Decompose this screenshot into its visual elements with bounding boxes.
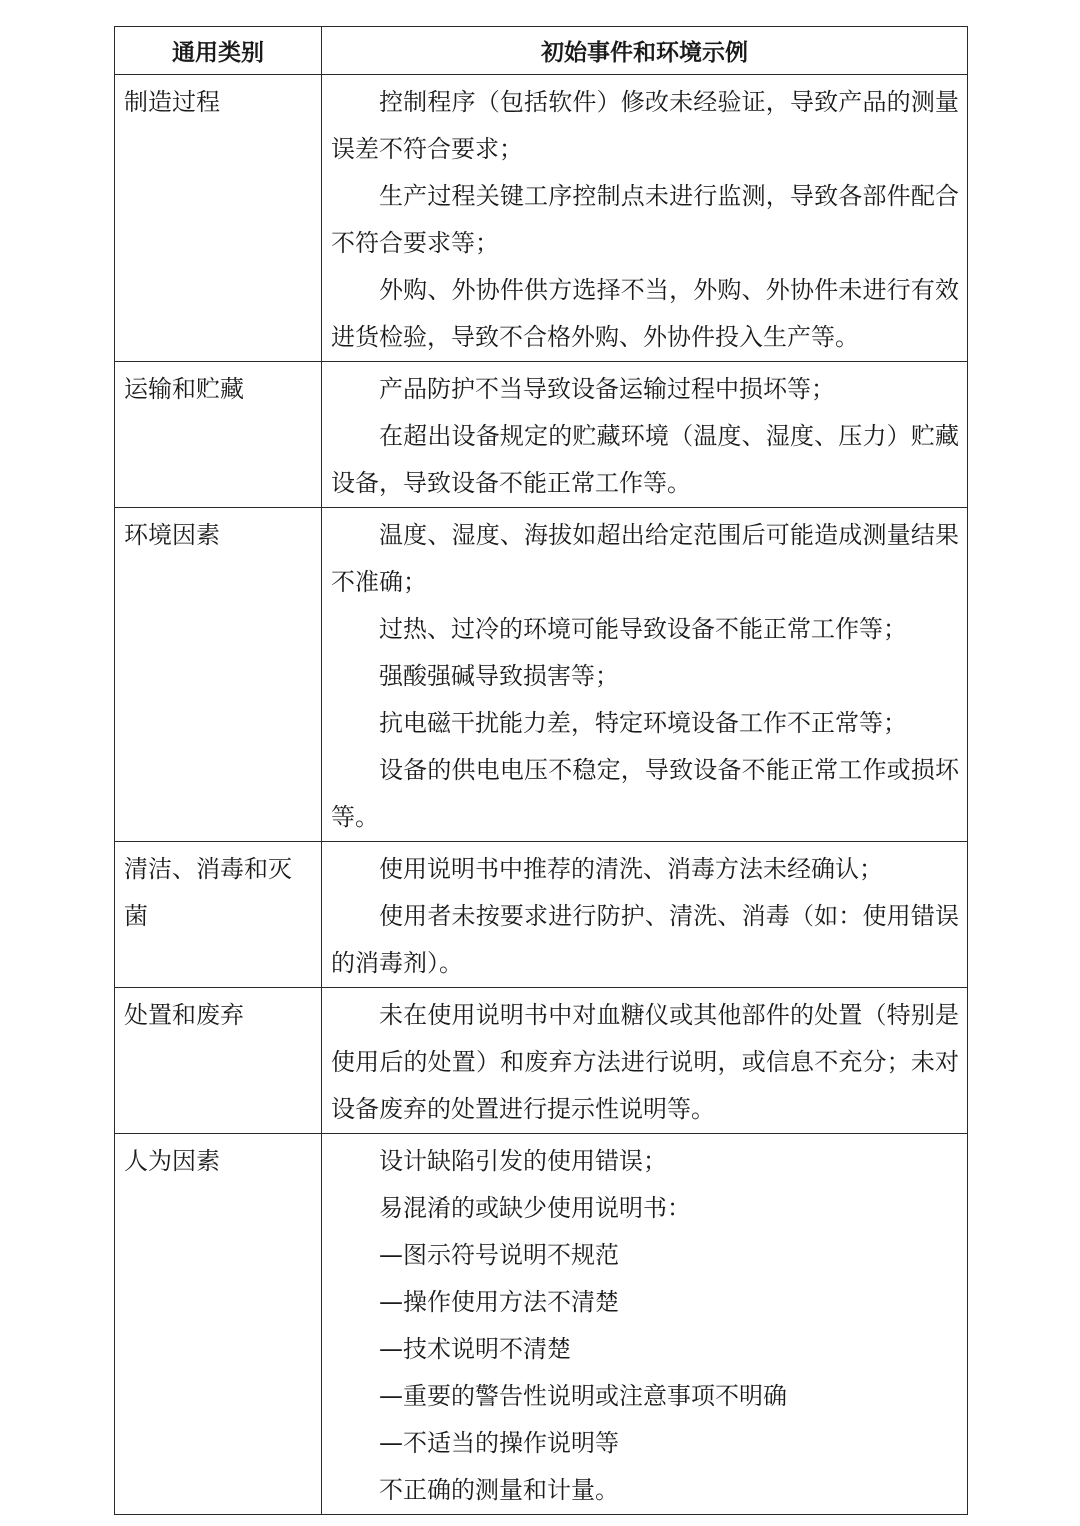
example-line: 未在使用说明书中对血糖仪或其他部件的处置（特别是使用后的处置）和废弃方法进行说明，或信息不充分；未对设备废弃的处置进行提示性说明等。 xyxy=(331,1001,959,1123)
initial-events-table xyxy=(114,26,968,1515)
row-examples xyxy=(322,1134,968,1515)
example-line: 强酸强碱导致损害等； xyxy=(379,662,619,690)
row-category: 清洁、消毒和灭菌 xyxy=(115,842,322,988)
header-general-category: 通用类别 xyxy=(115,27,322,75)
row-examples xyxy=(322,362,968,508)
example-line: 过热、过冷的环境可能导致设备不能正常工作等； xyxy=(379,615,907,643)
example-line: —不适当的操作说明等 xyxy=(379,1429,619,1457)
row-examples xyxy=(322,842,968,988)
example-line: 易混淆的或缺少使用说明书： xyxy=(379,1194,691,1222)
table-row xyxy=(115,988,968,1134)
table-row xyxy=(115,508,968,842)
row-examples xyxy=(322,75,968,362)
document-page xyxy=(114,26,967,1515)
example-line: 使用者未按要求进行防护、清洗、消毒（如：使用错误的消毒剂）。 xyxy=(331,902,959,977)
example-line: 抗电磁干扰能力差，特定环境设备工作不正常等； xyxy=(379,709,907,737)
table-header-row xyxy=(115,27,968,75)
example-line: 不正确的测量和计量。 xyxy=(379,1476,619,1504)
table-row xyxy=(115,842,968,988)
header-initial-events-examples: 初始事件和环境示例 xyxy=(322,27,968,75)
table-row xyxy=(115,362,968,508)
row-category: 处置和废弃 xyxy=(115,988,322,1134)
example-line: 外购、外协件供方选择不当，外购、外协件未进行有效进货检验，导致不合格外购、外协件投入生产等。 xyxy=(331,276,959,351)
table-row xyxy=(115,75,968,362)
table-row xyxy=(115,1134,968,1515)
example-line: —技术说明不清楚 xyxy=(379,1335,571,1363)
row-category: 运输和贮藏 xyxy=(115,362,322,508)
row-category: 人为因素 xyxy=(115,1134,322,1515)
row-examples xyxy=(322,508,968,842)
example-line: —重要的警告性说明或注意事项不明确 xyxy=(379,1382,787,1410)
row-examples xyxy=(322,988,968,1134)
example-line: —图示符号说明不规范 xyxy=(379,1241,619,1269)
example-line: 在超出设备规定的贮藏环境（温度、湿度、压力）贮藏设备，导致设备不能正常工作等。 xyxy=(331,422,959,497)
row-category: 环境因素 xyxy=(115,508,322,842)
example-line: —操作使用方法不清楚 xyxy=(379,1288,619,1316)
row-category: 制造过程 xyxy=(115,75,322,362)
example-line: 设备的供电电压不稳定，导致设备不能正常工作或损坏等。 xyxy=(331,756,959,831)
example-line: 温度、湿度、海拔如超出给定范围后可能造成测量结果不准确； xyxy=(331,521,959,596)
example-line: 生产过程关键工序控制点未进行监测，导致各部件配合不符合要求等； xyxy=(331,182,959,257)
example-line: 使用说明书中推荐的清洗、消毒方法未经确认； xyxy=(379,855,883,883)
example-line: 控制程序（包括软件）修改未经验证，导致产品的测量误差不符合要求； xyxy=(331,88,959,163)
example-line: 产品防护不当导致设备运输过程中损坏等； xyxy=(379,375,835,403)
example-line: 设计缺陷引发的使用错误； xyxy=(379,1147,667,1175)
